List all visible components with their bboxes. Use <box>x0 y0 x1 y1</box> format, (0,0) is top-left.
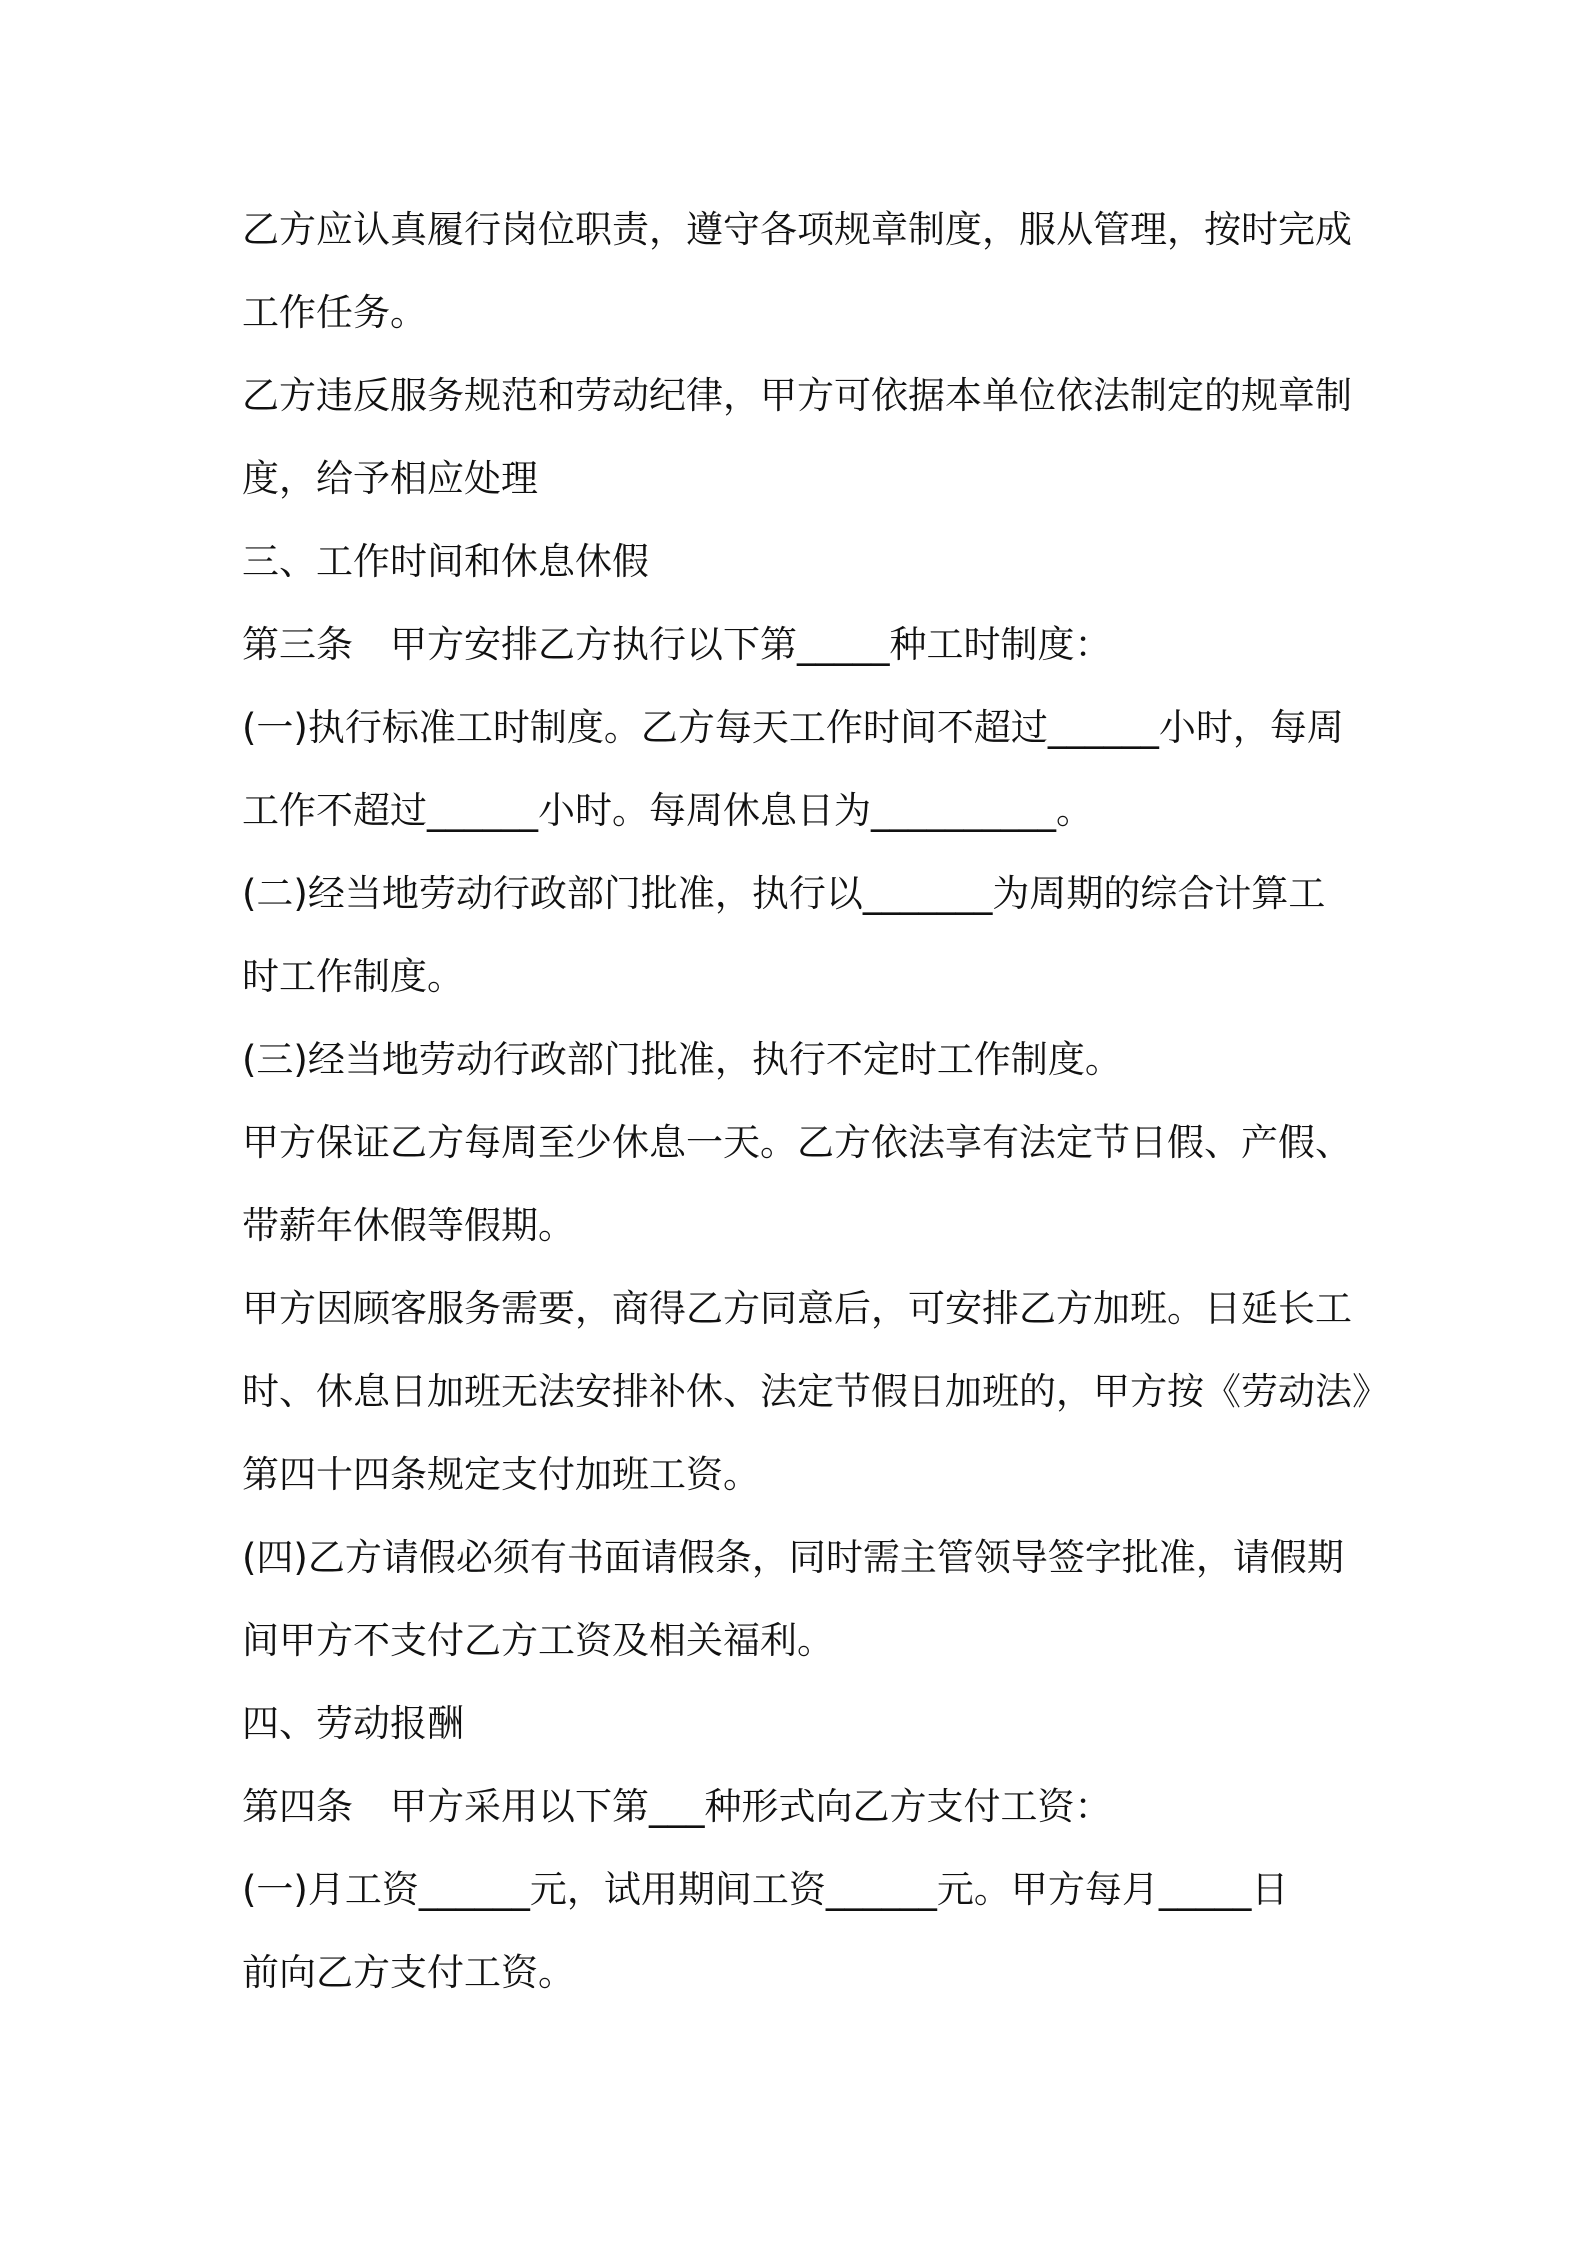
section-heading-work-hours: 三、工作时间和休息休假 <box>242 540 649 583</box>
text-line: 工作不超过______小时。每周休息日为__________。 <box>242 789 1093 832</box>
section-heading-compensation: 四、劳动报酬 <box>242 1702 464 1745</box>
text-line: (二)经当地劳动行政部门批准，执行以_______为周期的综合计算工 <box>242 872 1326 915</box>
text-line: 乙方违反服务规范和劳动纪律，甲方可依据本单位依法制定的规章制 <box>242 374 1352 417</box>
text-line: 第四十四条规定支付加班工资。 <box>242 1453 760 1496</box>
text-line: (一)月工资______元，试用期间工资______元。甲方每月_____日 <box>242 1868 1289 1911</box>
text-line: 度，给予相应处理 <box>242 457 538 500</box>
text-line: 间甲方不支付乙方工资及相关福利。 <box>242 1619 834 1662</box>
text-line: 时、休息日加班无法安排补休、法定节假日加班的，甲方按《劳动法》 <box>242 1370 1389 1413</box>
text-line: 乙方应认真履行岗位职责，遵守各项规章制度，服从管理，按时完成 <box>242 208 1352 251</box>
text-line: 工作任务。 <box>242 291 427 334</box>
text-line: 甲方保证乙方每周至少休息一天。乙方依法享有法定节日假、产假、 <box>242 1121 1352 1164</box>
article-3: 第三条 甲方安排乙方执行以下第_____种工时制度： <box>242 623 1112 666</box>
article-4: 第四条 甲方采用以下第___种形式向乙方支付工资： <box>242 1785 1112 1828</box>
text-line: 带薪年休假等假期。 <box>242 1204 575 1247</box>
text-line: (三)经当地劳动行政部门批准，执行不定时工作制度。 <box>242 1038 1122 1081</box>
text-line: 甲方因顾客服务需要，商得乙方同意后，可安排乙方加班。日延长工 <box>242 1287 1352 1330</box>
text-line: (四)乙方请假必须有书面请假条，同时需主管领导签字批准，请假期 <box>242 1536 1344 1579</box>
text-line: 前向乙方支付工资。 <box>242 1951 575 1994</box>
text-line: 时工作制度。 <box>242 955 464 998</box>
text-line: (一)执行标准工时制度。乙方每天工作时间不超过______小时，每周 <box>242 706 1344 749</box>
contract-text <box>242 188 1389 2014</box>
